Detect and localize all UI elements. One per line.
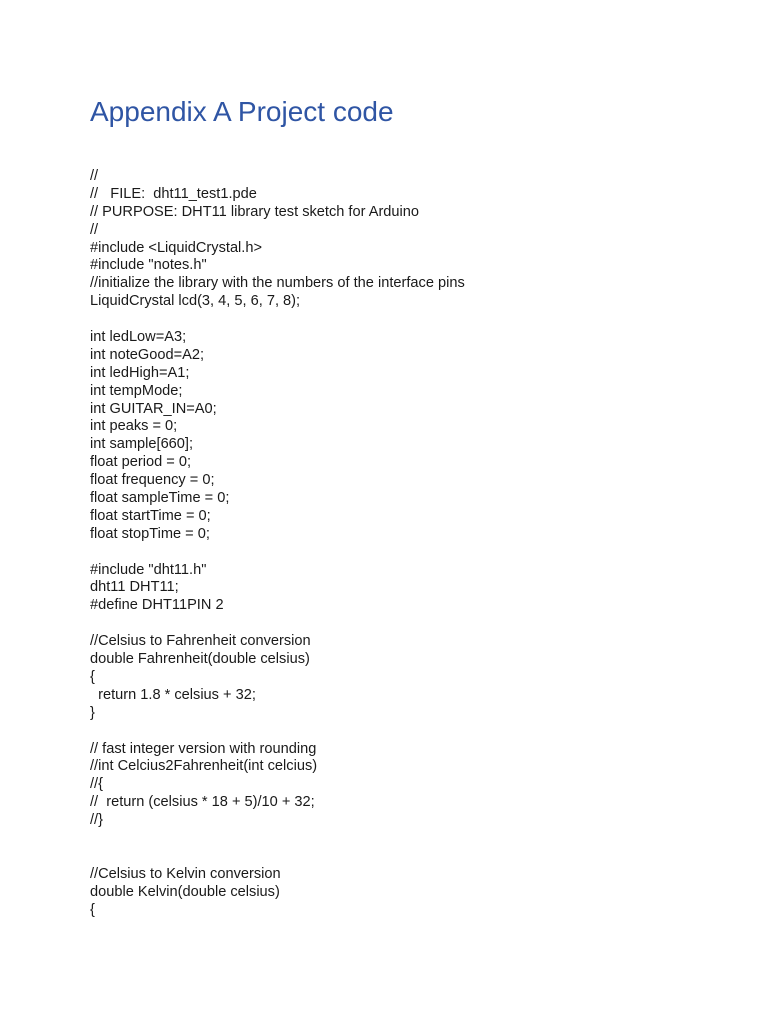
code-line: //	[90, 221, 99, 238]
code-line	[90, 544, 750, 562]
code-line: //	[90, 168, 99, 184]
code-line: int peaks = 0;	[90, 418, 178, 435]
code-line: //initialize the library with the numbers of the interface pins	[90, 275, 465, 292]
code-line: {	[90, 901, 95, 918]
code-line: #include "dht11.h"	[90, 561, 207, 578]
code-line: //{	[90, 776, 103, 793]
code-line: int sample[660];	[90, 436, 194, 453]
code-line: float startTime = 0;	[90, 507, 211, 524]
code-line: float period = 0;	[90, 454, 192, 471]
code-line: int tempMode;	[90, 382, 183, 399]
code-line: //int Celcius2Fahrenheit(int celcius)	[90, 758, 318, 775]
code-line: //}	[90, 812, 103, 829]
code-line: int ledLow=A3;	[90, 329, 187, 346]
code-line: #define DHT11PIN 2	[90, 597, 224, 614]
code-line	[90, 615, 750, 633]
code-line: LiquidCrystal lcd(3, 4, 5, 6, 7, 8);	[90, 293, 301, 310]
code-line: // return (celsius * 18 + 5)/10 + 32;	[90, 794, 315, 811]
code-line: int ledHigh=A1;	[90, 364, 190, 381]
code-line: float frequency = 0;	[90, 472, 215, 489]
code-line: #include "notes.h"	[90, 257, 207, 274]
code-line: double Kelvin(double celsius)	[90, 883, 280, 900]
code-line: double Fahrenheit(double celsius)	[90, 651, 310, 668]
code-line: return 1.8 * celsius + 32;	[90, 686, 256, 703]
code-line: #include <LiquidCrystal.h>	[90, 239, 262, 256]
code-line	[90, 830, 750, 848]
code-line	[90, 311, 750, 329]
code-line: float sampleTime = 0;	[90, 490, 230, 507]
page-title: Appendix A Project code	[90, 96, 394, 127]
code-block	[90, 168, 750, 919]
code-line: }	[90, 704, 95, 721]
code-line: int GUITAR_IN=A0;	[90, 400, 217, 417]
code-line: float stopTime = 0;	[90, 525, 210, 542]
code-line	[90, 723, 750, 741]
code-line	[90, 848, 750, 866]
code-line: //Celsius to Kelvin conversion	[90, 865, 281, 882]
code-line: {	[90, 668, 95, 685]
code-line: int noteGood=A2;	[90, 346, 204, 363]
code-line: // fast integer version with rounding	[90, 740, 317, 757]
code-line: //Celsius to Fahrenheit conversion	[90, 633, 311, 650]
code-line: // FILE: dht11_test1.pde	[90, 185, 257, 202]
code-line: dht11 DHT11;	[90, 579, 179, 596]
code-line: // PURPOSE: DHT11 library test sketch for Arduino	[90, 203, 420, 220]
